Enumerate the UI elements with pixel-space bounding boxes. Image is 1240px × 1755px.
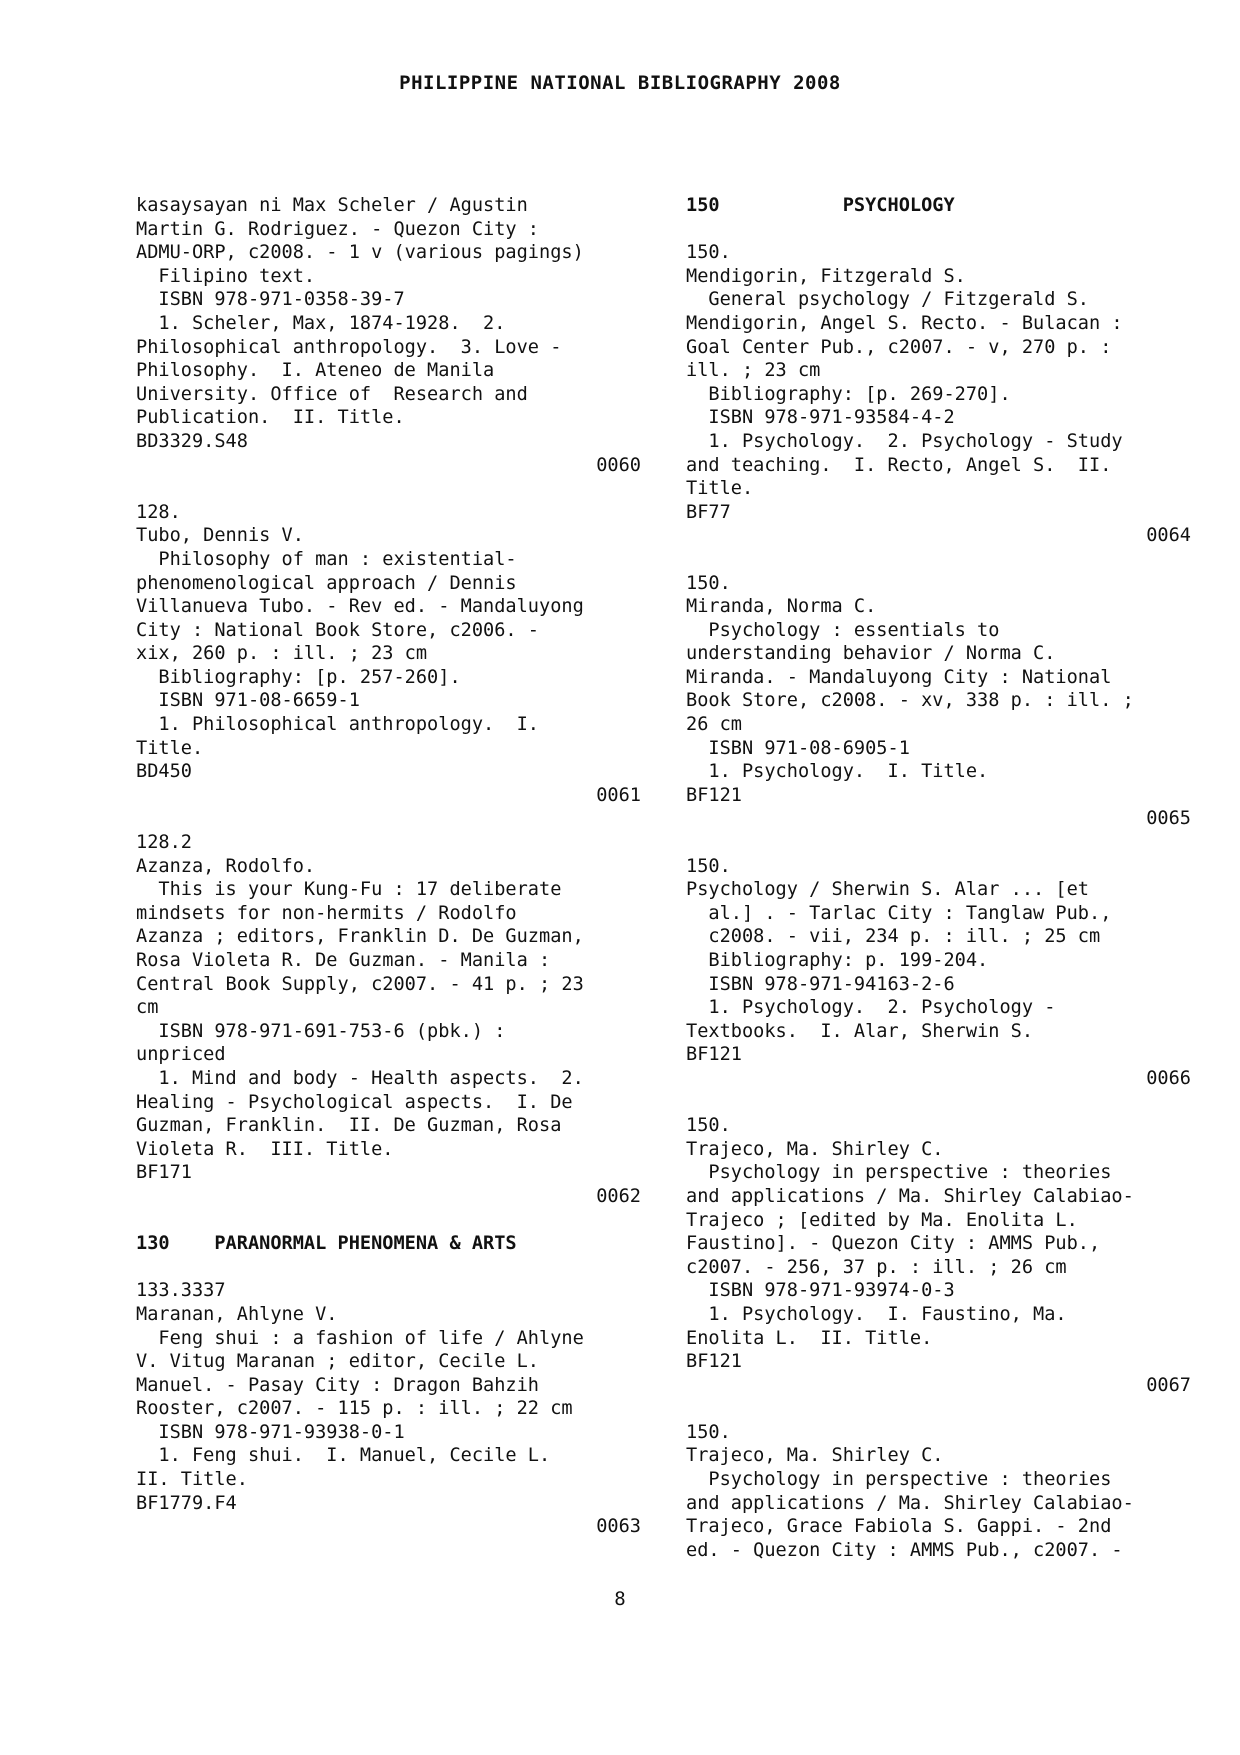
- call-number: BF121: [686, 1044, 742, 1066]
- text-line: Villanueva Tubo. - Rev ed. - Mandaluyong: [136, 596, 584, 618]
- call-number: BF121: [686, 784, 742, 806]
- classification-number: 128.: [136, 501, 181, 523]
- text-line: and teaching. I. Recto, Angel S. II.: [686, 454, 1112, 476]
- text-line: Psychology / Sherwin S. Alar ... [et: [686, 879, 1089, 901]
- classification-number: 150.: [686, 572, 731, 594]
- text-line: Mendigorin, Angel S. Recto. - Bulacan :: [686, 312, 1123, 334]
- classification-number: 150.: [686, 242, 731, 264]
- entry-number: 0060: [596, 454, 641, 476]
- text-line: ISBN 978-971-93974-0-3: [686, 1280, 955, 1302]
- text-line: al.] . - Tarlac City : Tanglaw Pub.,: [686, 902, 1112, 924]
- entry-number: 0063: [596, 1516, 641, 1538]
- text-line: 1. Scheler, Max, 1874-1928. 2.: [136, 312, 506, 334]
- text-line: ISBN 978-971-94163-2-6: [686, 973, 955, 995]
- text-line: General psychology / Fitzgerald S.: [686, 289, 1089, 311]
- blank-line: [686, 1091, 1191, 1115]
- text-line: kasaysayan ni Max Scheler / Agustin: [136, 195, 528, 216]
- text-line: Martin G. Rodriguez. - Quezon City :: [136, 218, 539, 240]
- text-line: Trajeco, Grace Fabiola S. Gappi. - 2nd: [686, 1516, 1112, 1538]
- text-line: mindsets for non-hermits / Rodolfo: [136, 902, 517, 924]
- text-line: ed. - Quezon City : AMMS Pub., c2007. -: [686, 1539, 1123, 1561]
- section-heading: 130 PARANORMAL PHENOMENA & ARTS: [136, 1233, 517, 1255]
- classification-number: 150.: [686, 855, 731, 877]
- text-line: Trajeco ; [edited by Ma. Enolita L.: [686, 1209, 1078, 1231]
- entry-number: 0066: [1146, 1067, 1191, 1089]
- text-line: xix, 260 p. : ill. ; 23 cm: [136, 643, 428, 665]
- call-number: BF1779.F4: [136, 1492, 237, 1514]
- text-line: phenomenological approach / Dennis: [136, 572, 517, 594]
- text-line: Goal Center Pub., c2007. - v, 270 p. :: [686, 336, 1112, 358]
- text-line: Philosophy. I. Ateneo de Manila: [136, 360, 495, 382]
- text-line: Mendigorin, Fitzgerald S.: [686, 265, 966, 287]
- text-line: Miranda, Norma C.: [686, 596, 877, 618]
- blank-line: [136, 477, 641, 501]
- entry-number: 0062: [596, 1185, 641, 1207]
- page-header-title: PHILIPPINE NATIONAL BIBLIOGRAPHY 2008: [399, 72, 841, 94]
- text-line: Manuel. - Pasay City : Dragon Bahzih: [136, 1374, 539, 1396]
- text-line: Bibliography: p. 199-204.: [686, 950, 989, 971]
- text-line: This is your Kung-Fu : 17 deliberate: [136, 879, 562, 901]
- text-line: Violeta R. III. Title.: [136, 1138, 394, 1160]
- text-line: Psychology : essentials to: [686, 619, 1000, 641]
- call-number: BD450: [136, 761, 192, 783]
- classification-number: 128.2: [136, 832, 192, 854]
- text-line: Miranda. - Mandaluyong City : National: [686, 666, 1112, 688]
- call-number: BD3329.S48: [136, 430, 248, 452]
- text-line: Bibliography: [p. 257-260].: [136, 666, 461, 688]
- text-line: ill. ; 23 cm: [686, 360, 821, 382]
- text-line: Central Book Supply, c2007. - 41 p. ; 23: [136, 973, 584, 995]
- text-line: Tubo, Dennis V.: [136, 525, 304, 547]
- section-heading: 150 PSYCHOLOGY: [686, 195, 955, 216]
- text-line: unpriced: [136, 1044, 226, 1066]
- text-line: Faustino]. - Quezon City : AMMS Pub.,: [686, 1233, 1101, 1255]
- entry-number: 0064: [1146, 525, 1191, 547]
- text-line: ISBN 971-08-6659-1: [136, 690, 360, 712]
- text-line: Textbooks. I. Alar, Sherwin S.: [686, 1020, 1034, 1042]
- text-line: c2007. - 256, 37 p. : ill. ; 26 cm: [686, 1256, 1067, 1278]
- text-line: Healing - Psychological aspects. I. De: [136, 1091, 573, 1113]
- classification-number: 133.3337: [136, 1280, 226, 1302]
- blank-line: [136, 807, 641, 831]
- text-line: Azanza ; editors, Franklin D. De Guzman,: [136, 926, 584, 948]
- classification-number: 150.: [686, 1115, 731, 1137]
- text-line: 26 cm: [686, 714, 742, 736]
- blank-line: [136, 1256, 641, 1280]
- text-line: Azanza, Rodolfo.: [136, 855, 316, 877]
- text-line: and applications / Ma. Shirley Calabiao-: [686, 1185, 1134, 1207]
- text-line: 1. Psychology. I. Faustino, Ma.: [686, 1303, 1067, 1325]
- text-line: Psychology in perspective : theories: [686, 1469, 1112, 1491]
- blank-line: [686, 218, 1191, 242]
- left-column: [136, 194, 641, 1539]
- text-line: 1. Feng shui. I. Manuel, Cecile L.: [136, 1445, 551, 1467]
- text-line: Psychology in perspective : theories: [686, 1162, 1112, 1184]
- text-line: ISBN 978-971-93938-0-1: [136, 1421, 405, 1443]
- text-line: Maranan, Ahlyne V.: [136, 1303, 338, 1325]
- entry-number: 0065: [1146, 808, 1191, 830]
- text-line: City : National Book Store, c2006. -: [136, 619, 539, 641]
- blank-line: [686, 548, 1191, 572]
- text-line: Trajeco, Ma. Shirley C.: [686, 1445, 944, 1467]
- entry-number: 0067: [1146, 1374, 1191, 1396]
- text-line: Rooster, c2007. - 115 p. : ill. ; 22 cm: [136, 1398, 573, 1420]
- right-column: [686, 194, 1191, 1562]
- text-line: V. Vitug Maranan ; editor, Cecile L.: [136, 1351, 539, 1373]
- text-line: ISBN 978-971-691-753-6 (pbk.) :: [136, 1020, 506, 1042]
- text-line: 1. Philosophical anthropology. I.: [136, 714, 539, 736]
- text-line: University. Office of Research and: [136, 383, 528, 405]
- text-line: cm: [136, 997, 159, 1019]
- call-number: BF77: [686, 501, 731, 523]
- text-line: 1. Psychology. 2. Psychology -: [686, 997, 1056, 1019]
- text-line: Bibliography: [p. 269-270].: [686, 383, 1011, 405]
- text-line: Trajeco, Ma. Shirley C.: [686, 1138, 944, 1160]
- text-line: Title.: [136, 737, 204, 759]
- classification-number: 150.: [686, 1421, 731, 1443]
- blank-line: [136, 1209, 641, 1233]
- text-line: II. Title.: [136, 1469, 248, 1491]
- text-line: 1. Mind and body - Health aspects. 2.: [136, 1067, 584, 1089]
- text-line: ISBN 971-08-6905-1: [686, 737, 910, 759]
- text-line: c2008. - vii, 234 p. : ill. ; 25 cm: [686, 926, 1101, 948]
- text-line: and applications / Ma. Shirley Calabiao-: [686, 1492, 1134, 1514]
- text-line: 1. Psychology. I. Title.: [686, 761, 989, 783]
- text-line: ADMU-ORP, c2008. - 1 v (various pagings): [136, 242, 584, 264]
- call-number: BF171: [136, 1162, 192, 1184]
- text-line: Feng shui : a fashion of life / Ahlyne: [136, 1327, 584, 1349]
- blank-line: [686, 831, 1191, 855]
- entry-number: 0061: [596, 784, 641, 806]
- text-line: Philosophical anthropology. 3. Love -: [136, 336, 562, 358]
- page-number: 8: [614, 1588, 626, 1610]
- call-number: BF121: [686, 1351, 742, 1373]
- text-line: Book Store, c2008. - xv, 338 p. : ill. ;: [686, 690, 1134, 712]
- text-line: ISBN 978-971-93584-4-2: [686, 407, 955, 429]
- text-line: Enolita L. II. Title.: [686, 1327, 933, 1349]
- text-line: Philosophy of man : existential-: [136, 548, 517, 570]
- blank-line: [686, 1397, 1191, 1421]
- text-line: 1. Psychology. 2. Psychology - Study: [686, 430, 1123, 452]
- text-line: Filipino text.: [136, 265, 316, 287]
- text-line: Publication. II. Title.: [136, 407, 405, 429]
- text-line: Rosa Violeta R. De Guzman. - Manila :: [136, 950, 551, 971]
- text-line: understanding behavior / Norma C.: [686, 643, 1056, 665]
- text-line: Title.: [686, 478, 754, 500]
- text-line: ISBN 978-971-0358-39-7: [136, 289, 405, 311]
- text-line: Guzman, Franklin. II. De Guzman, Rosa: [136, 1115, 562, 1137]
